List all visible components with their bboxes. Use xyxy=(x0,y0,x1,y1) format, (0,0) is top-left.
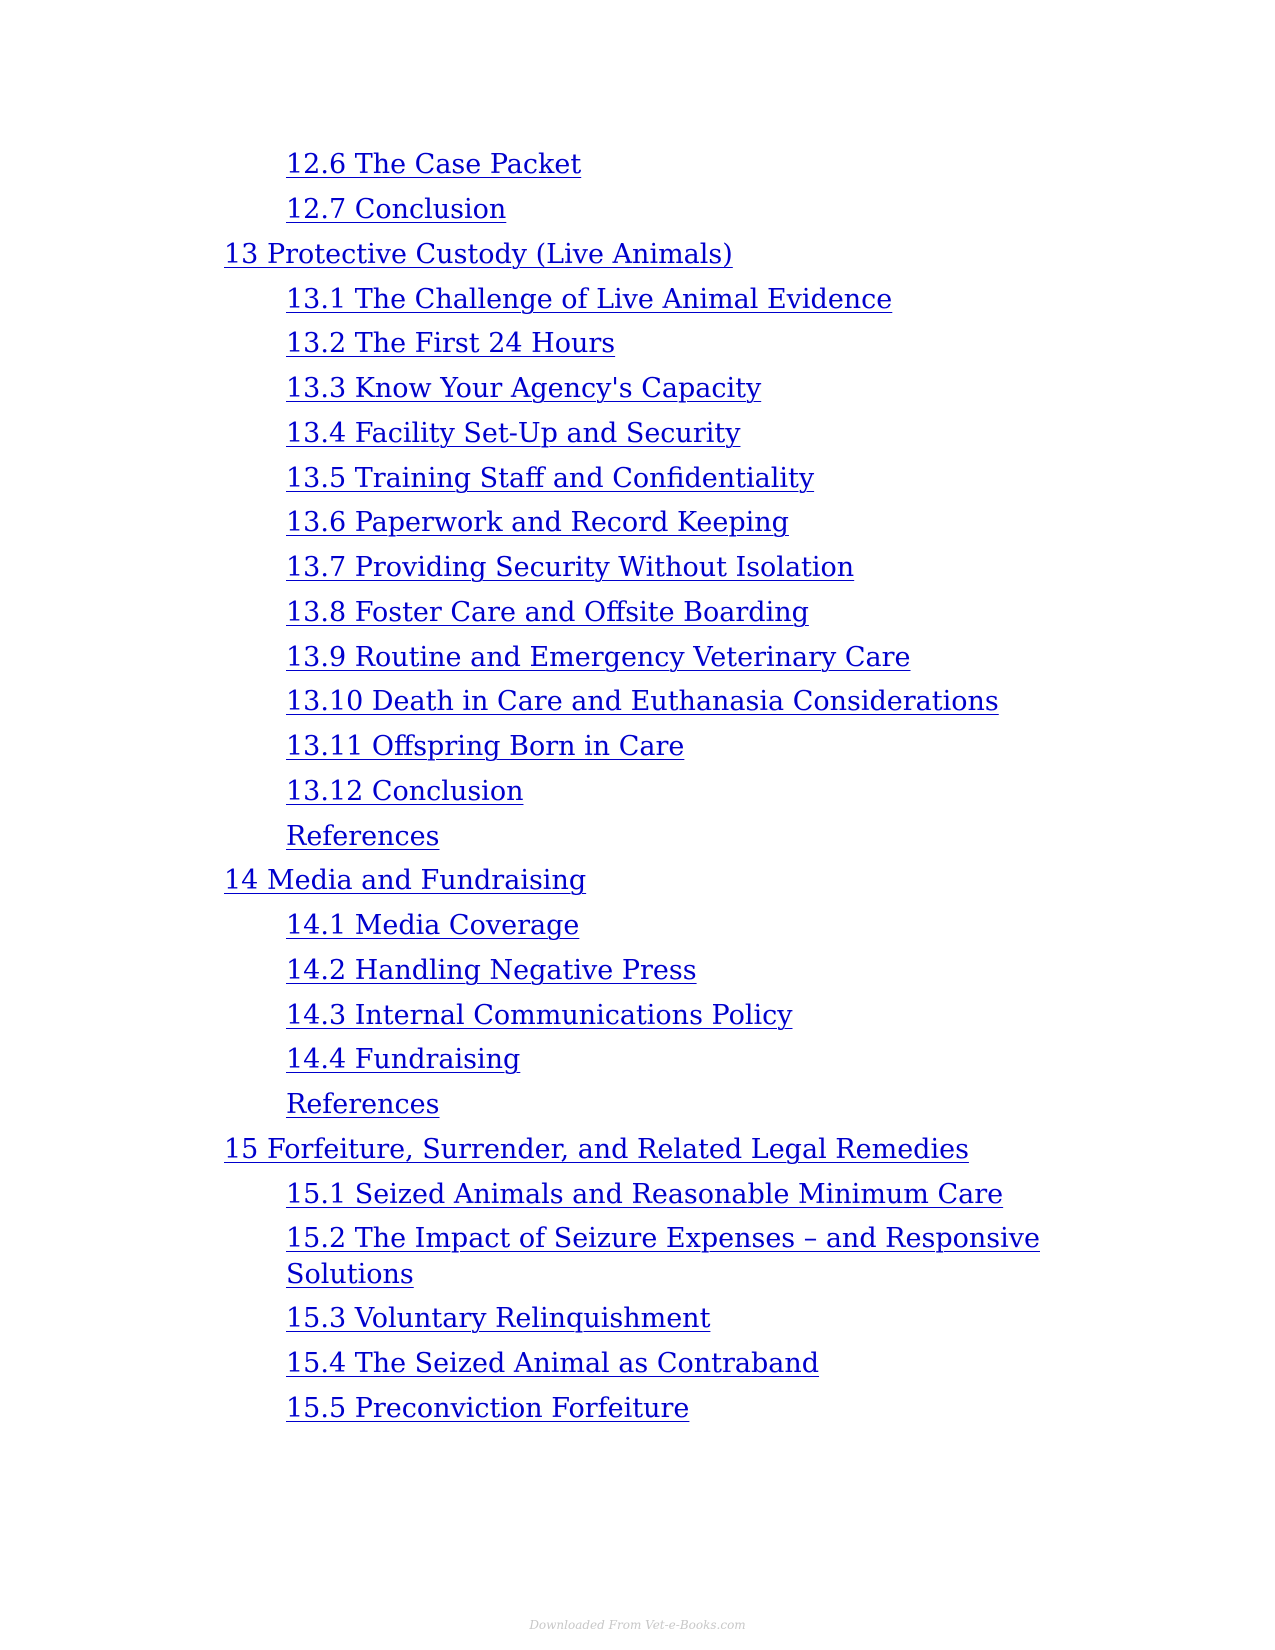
toc-link-chapter-13[interactable]: 13 Protective Custody (Live Animals) xyxy=(224,239,733,270)
toc-link-13-7[interactable]: 13.7 Providing Security Without Isolation xyxy=(286,552,855,583)
toc-link-14-1[interactable]: 14.1 Media Coverage xyxy=(286,910,580,941)
toc-link-12-6[interactable]: 12.6 The Case Packet xyxy=(286,149,582,180)
toc-link-14-2[interactable]: 14.2 Handling Negative Press xyxy=(286,955,697,986)
toc-link-chapter-15[interactable]: 15 Forfeiture, Surrender, and Related Legal Remedies xyxy=(224,1134,969,1165)
toc-link-13-8[interactable]: 13.8 Foster Care and Offsite Boarding xyxy=(286,597,809,628)
toc-link-15-5[interactable]: 15.5 Preconviction Forfeiture xyxy=(286,1393,690,1424)
toc-link-13-9[interactable]: 13.9 Routine and Emergency Veterinary Care xyxy=(286,642,911,673)
toc-link-13-1[interactable]: 13.1 The Challenge of Live Animal Evidence xyxy=(286,284,893,315)
toc-link-14-4[interactable]: 14.4 Fundraising xyxy=(286,1044,521,1075)
toc-link-13-5[interactable]: 13.5 Training Staff and Confidentiality xyxy=(286,463,815,494)
footer-watermark: Downloaded From Vet-e-Books.com xyxy=(529,1618,746,1632)
toc-link-13-2[interactable]: 13.2 The First 24 Hours xyxy=(286,328,616,359)
toc-link-13-4[interactable]: 13.4 Facility Set-Up and Security xyxy=(286,418,741,449)
toc-link-14-3[interactable]: 14.3 Internal Communications Policy xyxy=(286,1000,793,1031)
toc-link-chapter-14[interactable]: 14 Media and Fundraising xyxy=(224,865,587,896)
toc-link-13-12[interactable]: 13.12 Conclusion xyxy=(286,776,524,807)
toc-link-15-3[interactable]: 15.3 Voluntary Relinquishment xyxy=(286,1303,711,1334)
toc-link-references-14[interactable]: References xyxy=(286,1089,440,1120)
toc-link-references-13[interactable]: References xyxy=(286,821,440,852)
toc-link-15-2[interactable]: 15.2 The Impact of Seizure Expenses – and Responsive Solutions xyxy=(286,1223,1040,1290)
toc-link-12-7[interactable]: 12.7 Conclusion xyxy=(286,194,507,225)
toc-link-13-10[interactable]: 13.10 Death in Care and Euthanasia Considerations xyxy=(286,686,999,717)
toc-link-13-11[interactable]: 13.11 Offspring Born in Care xyxy=(286,731,685,762)
toc-link-15-1[interactable]: 15.1 Seized Animals and Reasonable Minimum Care xyxy=(286,1179,1004,1210)
toc-link-13-6[interactable]: 13.6 Paperwork and Record Keeping xyxy=(286,507,789,538)
toc-link-15-4[interactable]: 15.4 The Seized Animal as Contraband xyxy=(286,1348,820,1379)
toc-link-13-3[interactable]: 13.3 Know Your Agency's Capacity xyxy=(286,373,762,404)
